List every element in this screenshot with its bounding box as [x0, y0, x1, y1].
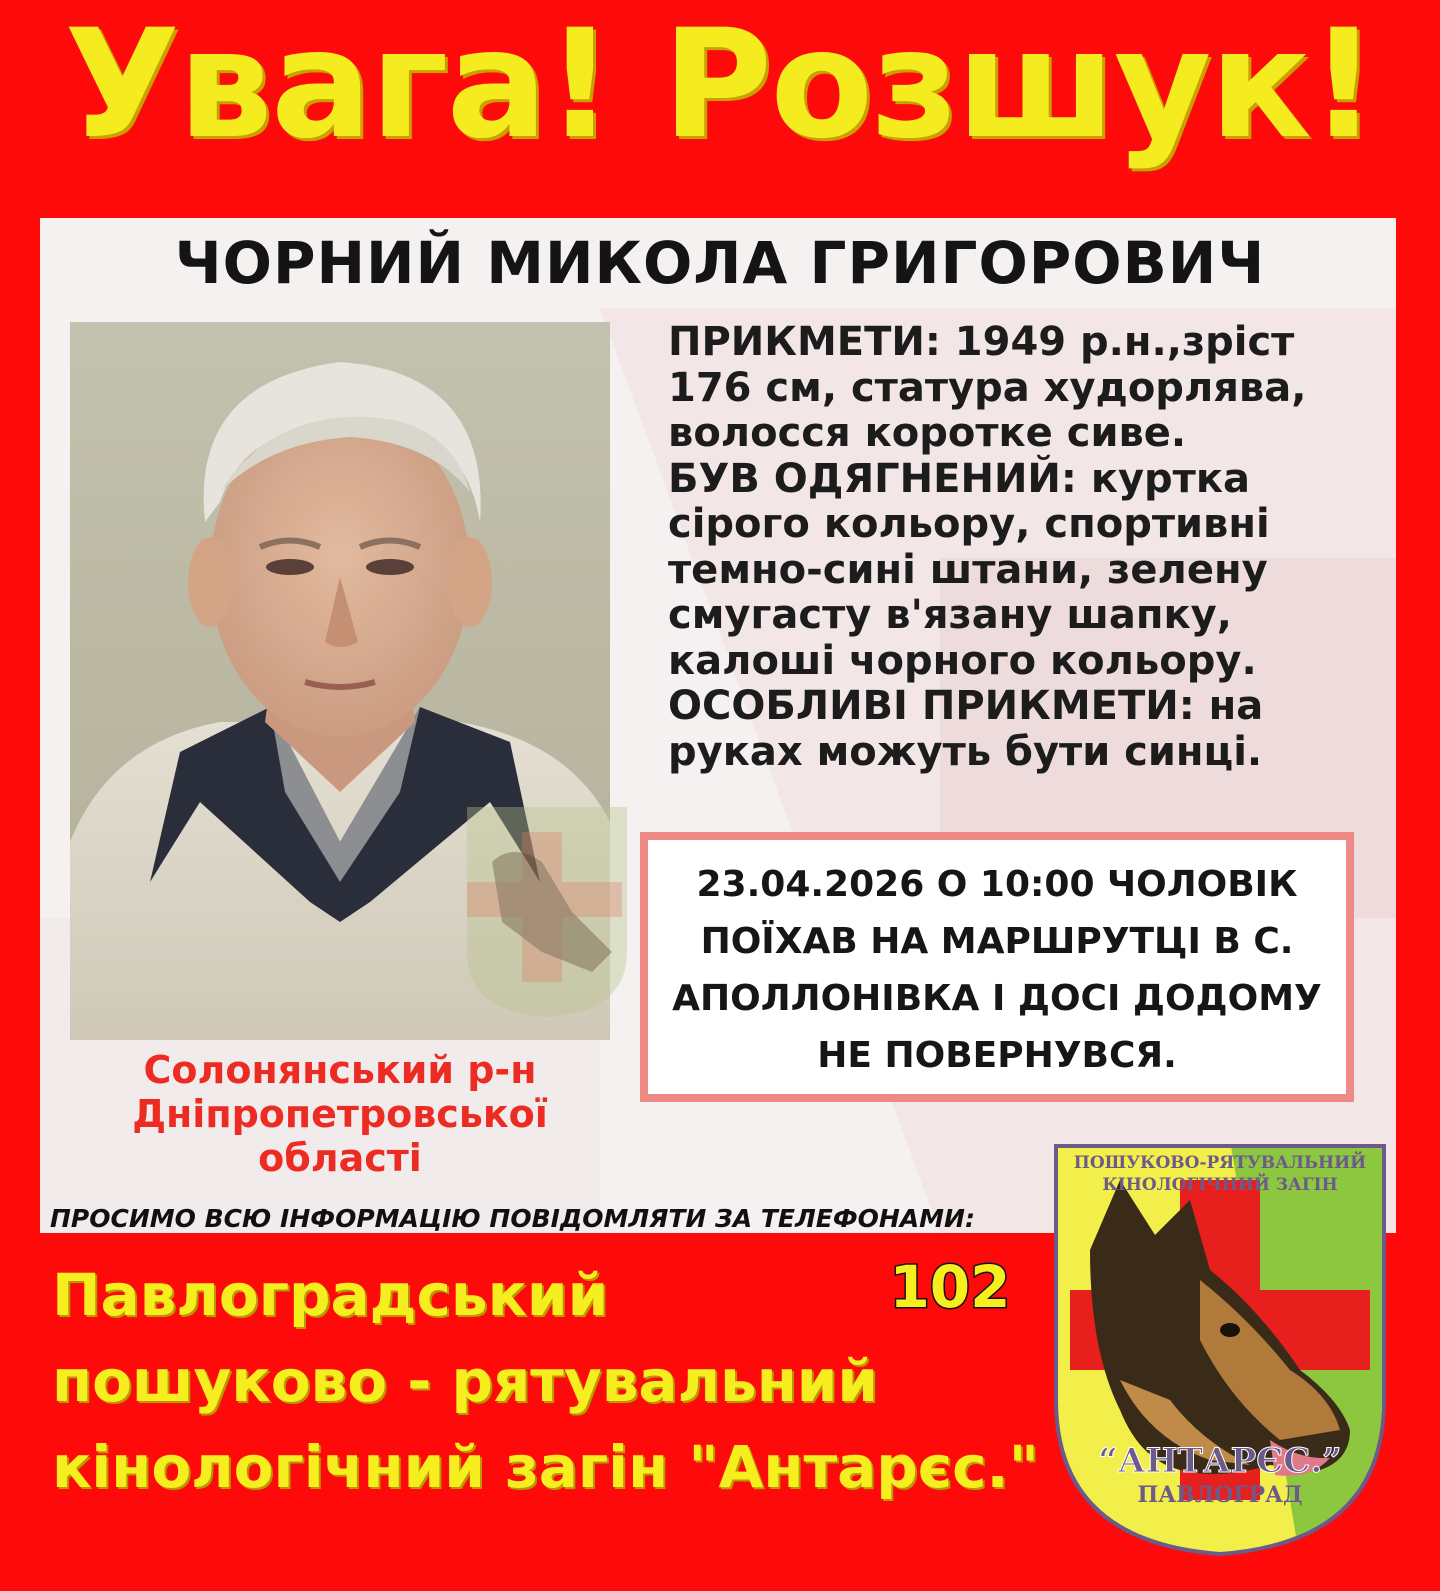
features-line: смугасту в'язану шапку, — [668, 592, 1232, 638]
event-line: НЕ ПОВЕРНУВСЯ. — [817, 1035, 1177, 1076]
features-line: 176 см, статура худорлява, — [668, 364, 1307, 411]
event-text — [640, 856, 1354, 1084]
org-line: Павлоградський — [52, 1261, 609, 1329]
headline: Увага! Розшук! — [64, 0, 1376, 172]
contact-request: ПРОСИМО ВСЮ ІНФОРМАЦІЮ ПОВІДОМЛЯТИ ЗА ТЕЛЕФОНАМИ: — [50, 1204, 975, 1233]
logo-watermark — [462, 802, 632, 1022]
features-line: ОСОБЛИВІ ПРИКМЕТИ: на — [668, 683, 1264, 729]
features-text — [668, 320, 1348, 775]
features-line: волосся коротке сиве. — [668, 410, 1187, 456]
features-line: калоші чорного кольору. — [668, 637, 1257, 684]
org-line: кінологічний загін "Антарєс." — [52, 1433, 1039, 1501]
event-line: ПОЇХАВ НА МАРШРУТЦІ В С. — [700, 921, 1294, 962]
logo-city: ПАВЛОГРАД — [1137, 1482, 1303, 1508]
features-line: БУВ ОДЯГНЕНИЙ: куртка — [668, 455, 1250, 502]
location-text — [90, 1048, 590, 1180]
phone-number[interactable]: 102 — [889, 1253, 1011, 1321]
person-name: ЧОРНИЙ МИКОЛА ГРИГОРОВИЧ — [174, 229, 1266, 297]
location-line: Дніпропетровської — [132, 1092, 548, 1136]
location-line: Солонянський р-н — [143, 1048, 537, 1092]
features-line: ПРИКМЕТИ: 1949 р.н.,зріст — [668, 319, 1295, 365]
features-line: темно-сині штани, зелену — [668, 546, 1268, 593]
logo-top-line-2: КІНОЛОГІЧНИЙ ЗАГІН — [1102, 1175, 1338, 1195]
german-shepherd-shield-icon — [1050, 1140, 1390, 1560]
logo-name: “АНТАРЄС.” — [1098, 1441, 1342, 1481]
event-line: 23.04.2026 О 10:00 ЧОЛОВІК — [696, 864, 1298, 905]
features-line: руках можуть бути синці. — [668, 728, 1263, 775]
event-line: АПОЛЛОНІВКА І ДОСІ ДОДОМУ — [672, 978, 1322, 1019]
features-line: сірого кольору, спортивні — [668, 501, 1270, 547]
location-line: області — [258, 1136, 422, 1180]
logo-top-line-1: ПОШУКОВО-РЯТУВАЛЬНИЙ — [1073, 1153, 1367, 1173]
org-line: пошуково - рятувальний — [52, 1347, 879, 1415]
